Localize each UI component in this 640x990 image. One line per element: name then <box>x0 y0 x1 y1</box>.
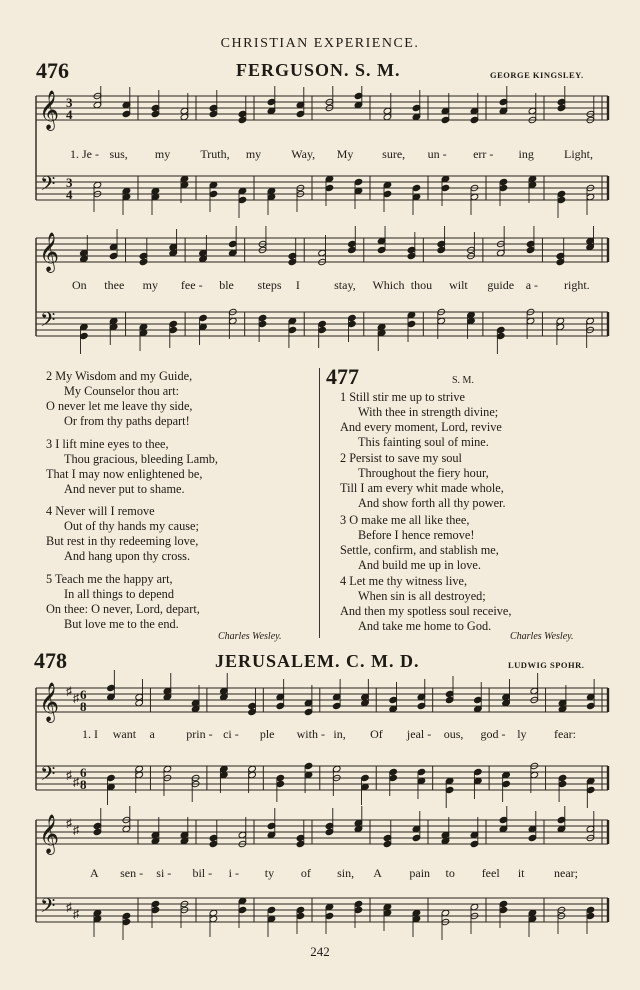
lyric-syllable: ple <box>259 727 275 741</box>
hymn-478-number: 478 <box>34 648 67 673</box>
time-signature: 4 <box>66 187 73 202</box>
lyric-syllable: stay, <box>334 278 356 292</box>
lyric-syllable: ci - <box>223 727 239 741</box>
lyric-syllable: my <box>245 147 262 161</box>
bass-staff <box>36 766 608 790</box>
lyric-syllable: i - <box>228 866 239 880</box>
lyric-syllable: A <box>373 866 382 880</box>
hymn-476-system-2 <box>0 226 640 366</box>
lyric-syllable: pain <box>409 866 431 880</box>
lyric-syllable: ly <box>517 727 527 741</box>
lyric-syllable: a <box>149 727 155 741</box>
bass-clef-icon: 𝄢 <box>40 894 56 922</box>
lyric-syllable: ous, <box>443 727 464 741</box>
treble-clef-icon: 𝄞 <box>39 90 60 130</box>
hymn-476-lyrics-line-2 <box>0 278 640 294</box>
hymn-476-author: Charles Wesley. <box>218 631 282 642</box>
sharp-icon: ♯ <box>73 907 79 921</box>
hymn-476-verse-4: 4 Never will I remove Out of thy hands my cause; But rest in thy redeeming love, And hang upon thy cross. <box>46 504 199 563</box>
hymn-478-lyrics-line-1 <box>0 727 640 743</box>
lyric-syllable: err - <box>473 147 494 161</box>
bass-clef-icon: 𝄢 <box>40 308 56 336</box>
time-signature: 4 <box>66 107 73 122</box>
sharp-icon: ♯ <box>73 823 79 837</box>
lyric-syllable: My <box>336 147 354 161</box>
lyric-syllable: want <box>112 727 137 741</box>
lyric-syllable: sus, <box>109 147 128 161</box>
lyric-syllable: A <box>90 866 99 880</box>
lyric-syllable: sin, <box>337 866 355 880</box>
hymn-477-author: Charles Wesley. <box>510 631 574 642</box>
treble-clef-icon: 𝄞 <box>39 682 60 722</box>
lyric-syllable: a - <box>525 278 539 292</box>
hymn-478-lyrics-line-2 <box>0 866 640 882</box>
bass-clef-icon: 𝄢 <box>40 762 56 790</box>
lyric-syllable: ble <box>219 278 234 292</box>
time-signature: 3 <box>66 95 73 110</box>
treble-staff <box>36 820 608 844</box>
lyric-syllable: in, <box>333 727 346 741</box>
hymn-476-number: 476 <box>36 58 69 83</box>
hymn-477-meter: S. M. <box>452 375 474 386</box>
lyric-syllable: ing <box>518 147 534 161</box>
lyric-syllable: si - <box>156 866 172 880</box>
hymn-476-tune-title: FERGUSON. S. M. <box>236 60 401 80</box>
lyric-syllable: Light, <box>564 147 593 161</box>
lyric-syllable: un - <box>427 147 447 161</box>
lyric-syllable: Of <box>370 727 383 741</box>
lyric-syllable: Which <box>372 278 405 292</box>
time-signature: 8 <box>80 699 87 714</box>
bass-staff <box>36 898 608 922</box>
lyric-syllable: wilt <box>449 278 468 292</box>
time-signature: 3 <box>66 175 73 190</box>
lyric-syllable: steps <box>257 278 282 292</box>
hymn-476-verse-5: 5 Teach me the happy art, In all things to depend On thee: O never, Lord, depart, But love me to the end. <box>46 572 200 631</box>
lyric-syllable: feel <box>481 866 500 880</box>
hymn-476-lyrics-line-1 <box>0 147 640 163</box>
bass-clef-icon: 𝄢 <box>40 172 56 200</box>
lyric-syllable: On <box>72 278 87 292</box>
lyric-syllable: 1. Je - <box>70 147 99 161</box>
time-signature: 6 <box>80 765 87 780</box>
sharp-icon: ♯ <box>66 684 72 698</box>
lyric-syllable: to <box>445 866 455 880</box>
lyric-syllable: guide <box>487 278 515 292</box>
lyric-syllable: I <box>295 278 300 292</box>
lyric-syllable: thee <box>104 278 125 292</box>
lyric-syllable: it <box>517 866 525 880</box>
sharp-icon: ♯ <box>73 691 79 705</box>
lyric-syllable: my <box>154 147 171 161</box>
lyric-syllable: thou <box>410 278 433 292</box>
bass-staff <box>36 176 608 200</box>
treble-staff <box>36 96 608 120</box>
hymn-476-verse-3: 3 I lift mine eyes to thee, Thou gracious, bleeding Lamb, That I may now enlightened be, And never put to shame. <box>46 437 219 496</box>
treble-staff <box>36 688 608 712</box>
hymn-478-composer: LUDWIG SPOHR. <box>508 660 585 670</box>
lyric-syllable: ty <box>264 866 275 880</box>
lyric-syllable: Way, <box>291 147 316 161</box>
lyric-syllable: of <box>300 866 311 880</box>
column-divider <box>319 368 320 638</box>
hymn-477-verse-2: 2 Persist to save my soul Throughout the fiery hour, Till I am every whit made whole, And show forth all thy power. <box>340 451 506 510</box>
lyric-syllable: near; <box>554 866 578 880</box>
hymn-477-verse-3: 3 O make me all like thee, Before I hence remove! Settle, confirm, and stablish me, And build me up in love. <box>340 513 499 572</box>
hymn-478-tune-title: JERUSALEM. C. M. D. <box>215 651 420 671</box>
lyric-syllable: prin - <box>186 727 213 741</box>
lyric-syllable: fee - <box>180 278 203 292</box>
lyric-syllable: 1. I <box>82 727 98 741</box>
lyric-syllable: sen - <box>120 866 144 880</box>
sharp-icon: ♯ <box>66 900 72 914</box>
hymn-477-verse-4: 4 Let me thy witness live, When sin is all destroyed; And then my spotless soul receive, And take me home to God. <box>340 574 512 633</box>
sharp-icon: ♯ <box>66 768 72 782</box>
treble-clef-icon: 𝄞 <box>39 814 60 854</box>
hymn-477-verse-1: 1 Still stir me up to strive With thee in strength divine; And every moment, Lord, revive This fainting soul of mine. <box>340 390 502 449</box>
lyric-syllable: sure, <box>382 147 406 161</box>
running-head: CHRISTIAN EXPERIENCE. <box>220 36 420 51</box>
sharp-icon: ♯ <box>66 816 72 830</box>
hymn-476-composer: GEORGE KINGSLEY. <box>490 70 584 80</box>
lyric-syllable: with - <box>296 727 325 741</box>
treble-clef-icon: 𝄞 <box>39 232 60 272</box>
lyric-syllable: bil - <box>192 866 213 880</box>
hymn-477-number: 477 <box>326 364 359 389</box>
lyric-syllable: right. <box>564 278 590 292</box>
time-signature: 6 <box>80 687 87 702</box>
sharp-icon: ♯ <box>73 775 79 789</box>
time-signature: 8 <box>80 777 87 792</box>
lyric-syllable: fear: <box>554 727 576 741</box>
lyric-syllable: god - <box>480 727 506 741</box>
lyric-syllable: Truth, <box>200 147 230 161</box>
lyric-syllable: jeal - <box>406 727 432 741</box>
page-number: 242 <box>310 944 330 959</box>
hymn-476-verse-2: 2 My Wisdom and my Guide, My Counselor thou art: O never let me leave thy side, Or from thy paths depart! <box>46 369 193 428</box>
lyric-syllable: my <box>142 278 158 292</box>
